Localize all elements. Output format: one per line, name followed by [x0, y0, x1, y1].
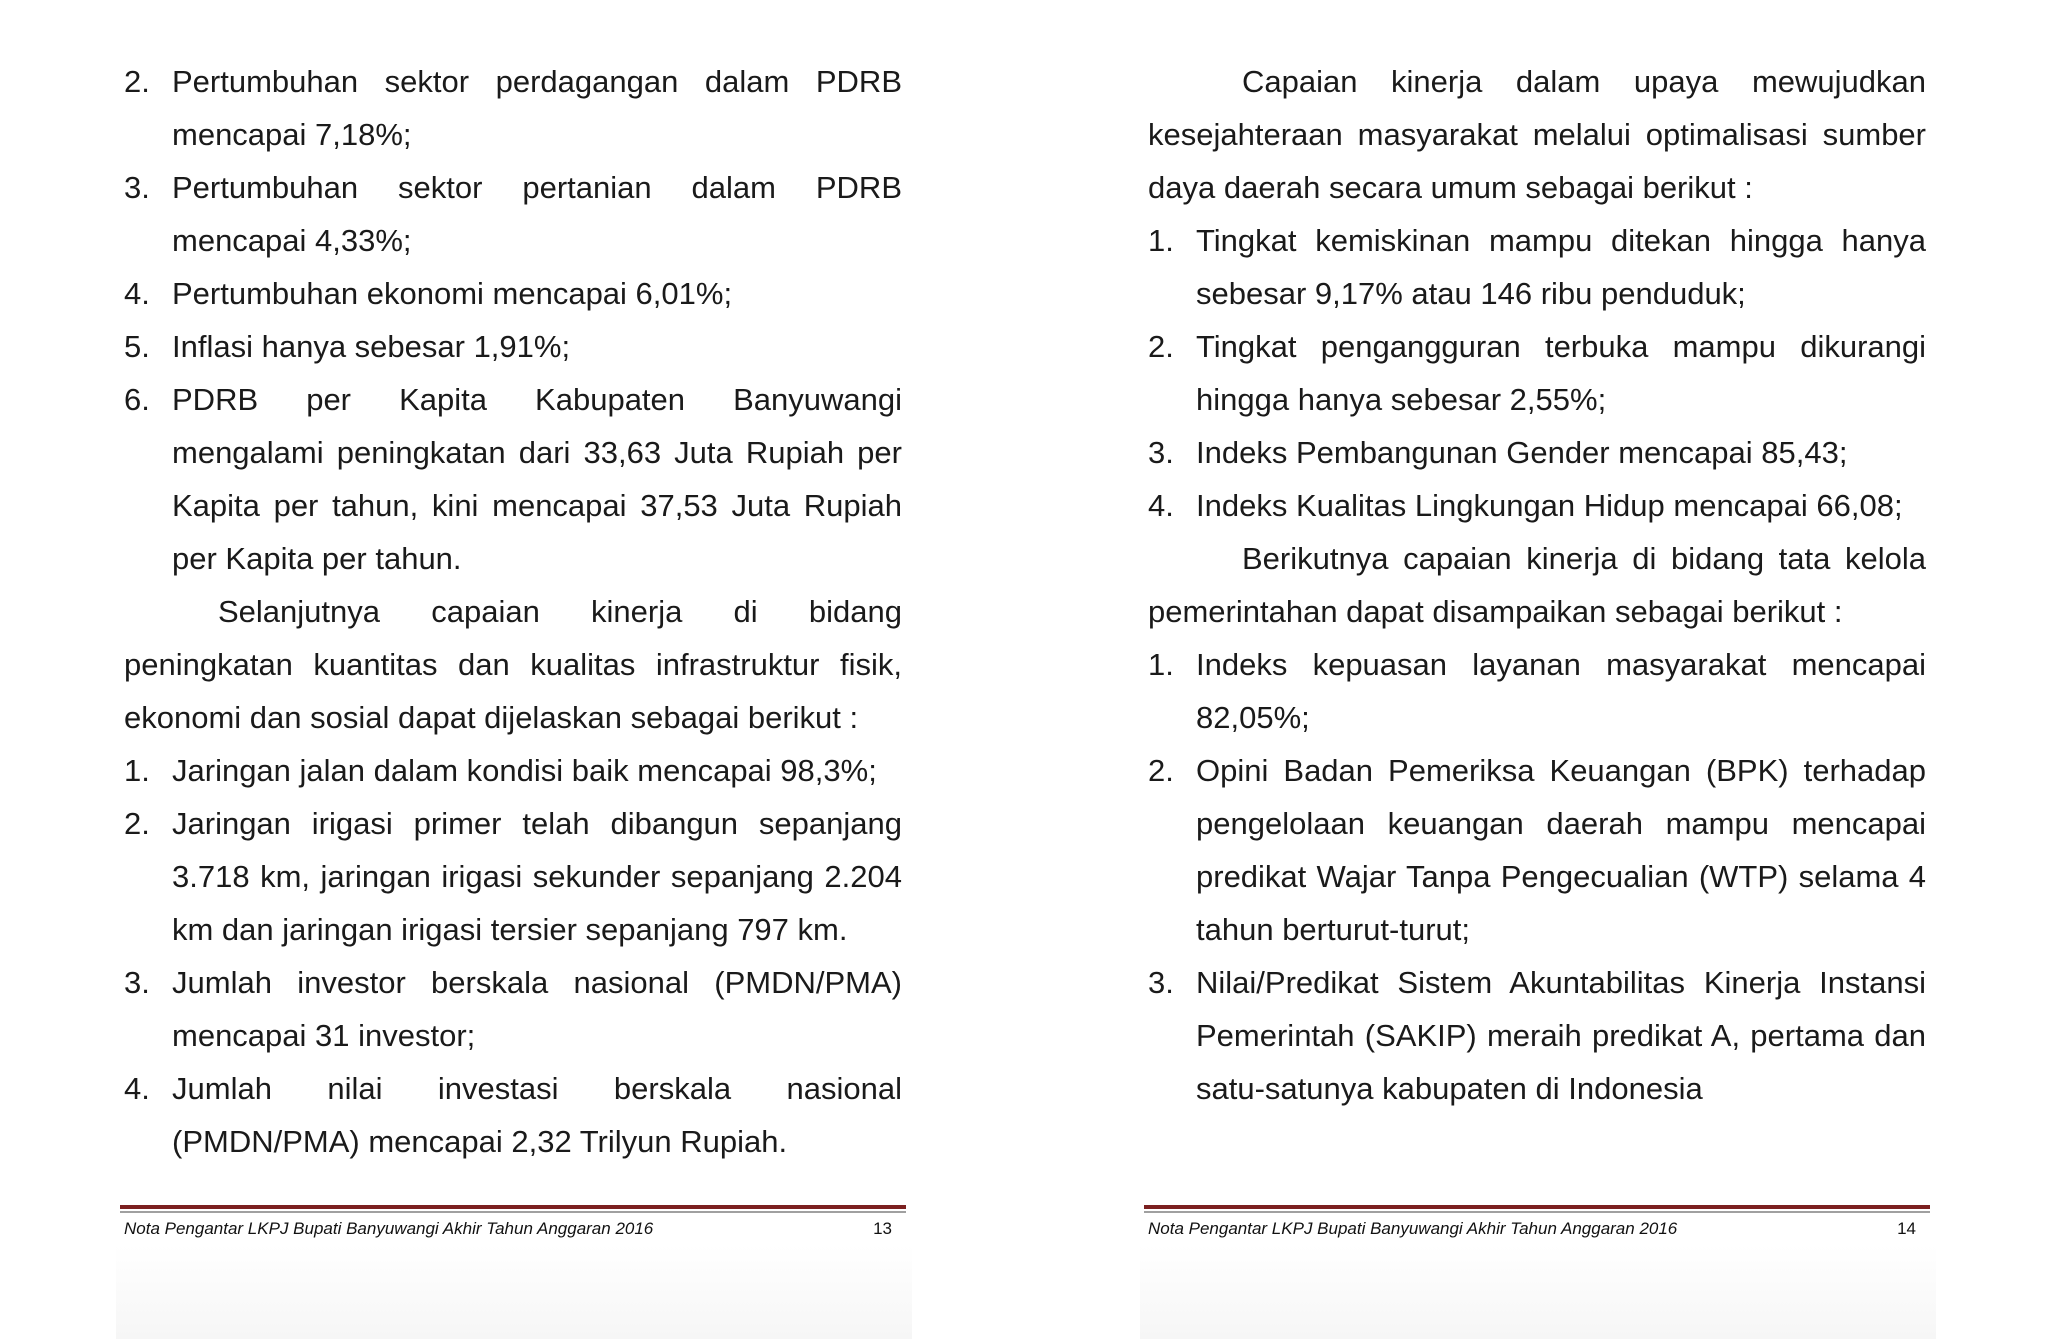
page-footer: [1144, 1205, 1930, 1239]
paragraph: Selanjutnya capaian kinerja di bidang peningkatan kuantitas dan kualitas infrastruktur fisik, ekonomi dan sosial dapat dijelaskan sebagai berikut :: [124, 594, 902, 735]
footer-title: Nota Pengantar LKPJ Bupati Banyuwangi Akhir Tahun Anggaran 2016: [1148, 1219, 1678, 1238]
list-item: 4. Pertumbuhan ekonomi mencapai 6,01%;: [124, 276, 733, 311]
footer-title: Nota Pengantar LKPJ Bupati Banyuwangi Akhir Tahun Anggaran 2016: [124, 1219, 654, 1238]
list-item: 1. Indeks kepuasan layanan masyarakat mencapai 82,05%;: [1148, 647, 1926, 735]
list-item: 2. Jaringan irigasi primer telah dibangun sepanjang 3.718 km, jaringan irigasi sekunder sepanjang 2.204 km dan jaringan irigasi tersier sepanjang 797 km.: [124, 806, 902, 947]
page-number: 13: [873, 1219, 892, 1238]
footer-rule-thin: [120, 1211, 906, 1213]
page-bottom-shade: [1140, 1245, 1936, 1339]
list-item: 4. Jumlah nilai investasi berskala nasional (PMDN/PMA) mencapai 2,32 Trilyun Rupiah.: [124, 1071, 902, 1159]
page-14: [1024, 0, 2048, 1339]
list-item: 2. Tingkat pengangguran terbuka mampu dikurangi hingga hanya sebesar 2,55%;: [1148, 329, 1926, 417]
footer-rule-thin: [1144, 1211, 1930, 1213]
paragraph: Berikutnya capaian kinerja di bidang tata kelola pemerintahan dapat disampaikan sebagai berikut :: [1148, 541, 1926, 629]
list-item: 3. Nilai/Predikat Sistem Akuntabilitas Kinerja Instansi Pemerintah (SAKIP) meraih predikat A, pertama dan satu-satunya kabupaten di Indonesia: [1148, 965, 1926, 1106]
list-item: 1. Jaringan jalan dalam kondisi baik mencapai 98,3%;: [124, 753, 877, 788]
list-item: 3. Jumlah investor berskala nasional (PMDN/PMA) mencapai 31 investor;: [124, 965, 902, 1053]
list-item: 6. PDRB per Kapita Kabupaten Banyuwangi mengalami peningkatan dari 33,63 Juta Rupiah per Kapita per tahun, kini mencapai 37,53 Juta Rupiah per Kapita per tahun.: [124, 382, 902, 576]
list-item: 4. Indeks Kualitas Lingkungan Hidup mencapai 66,08;: [1148, 488, 1903, 523]
list-item: 1. Tingkat kemiskinan mampu ditekan hingga hanya sebesar 9,17% atau 146 ribu penduduk;: [1148, 223, 1926, 311]
list-item: 2. Opini Badan Pemeriksa Keuangan (BPK) terhadap pengelolaan keuangan daerah mampu mencapai predikat Wajar Tanpa Pengecualian (WTP) selama 4 tahun berturut-turut;: [1148, 753, 1926, 947]
list-item: 3. Pertumbuhan sektor pertanian dalam PDRB mencapai 4,33%;: [124, 170, 902, 258]
page-footer: [120, 1205, 906, 1239]
page-bottom-shade: [116, 1245, 912, 1339]
paragraph: Capaian kinerja dalam upaya mewujudkan kesejahteraan masyarakat melalui optimalisasi sumber daya daerah secara umum sebagai berikut :: [1148, 64, 1926, 205]
list-item: 3. Indeks Pembangunan Gender mencapai 85,43;: [1148, 435, 1848, 470]
list-item: 5. Inflasi hanya sebesar 1,91%;: [124, 329, 571, 364]
body-text: [124, 55, 902, 1168]
list-item: 2. Pertumbuhan sektor perdagangan dalam PDRB mencapai 7,18%;: [124, 64, 902, 152]
body-text: [1148, 55, 1926, 1115]
page-number: 14: [1897, 1219, 1916, 1238]
